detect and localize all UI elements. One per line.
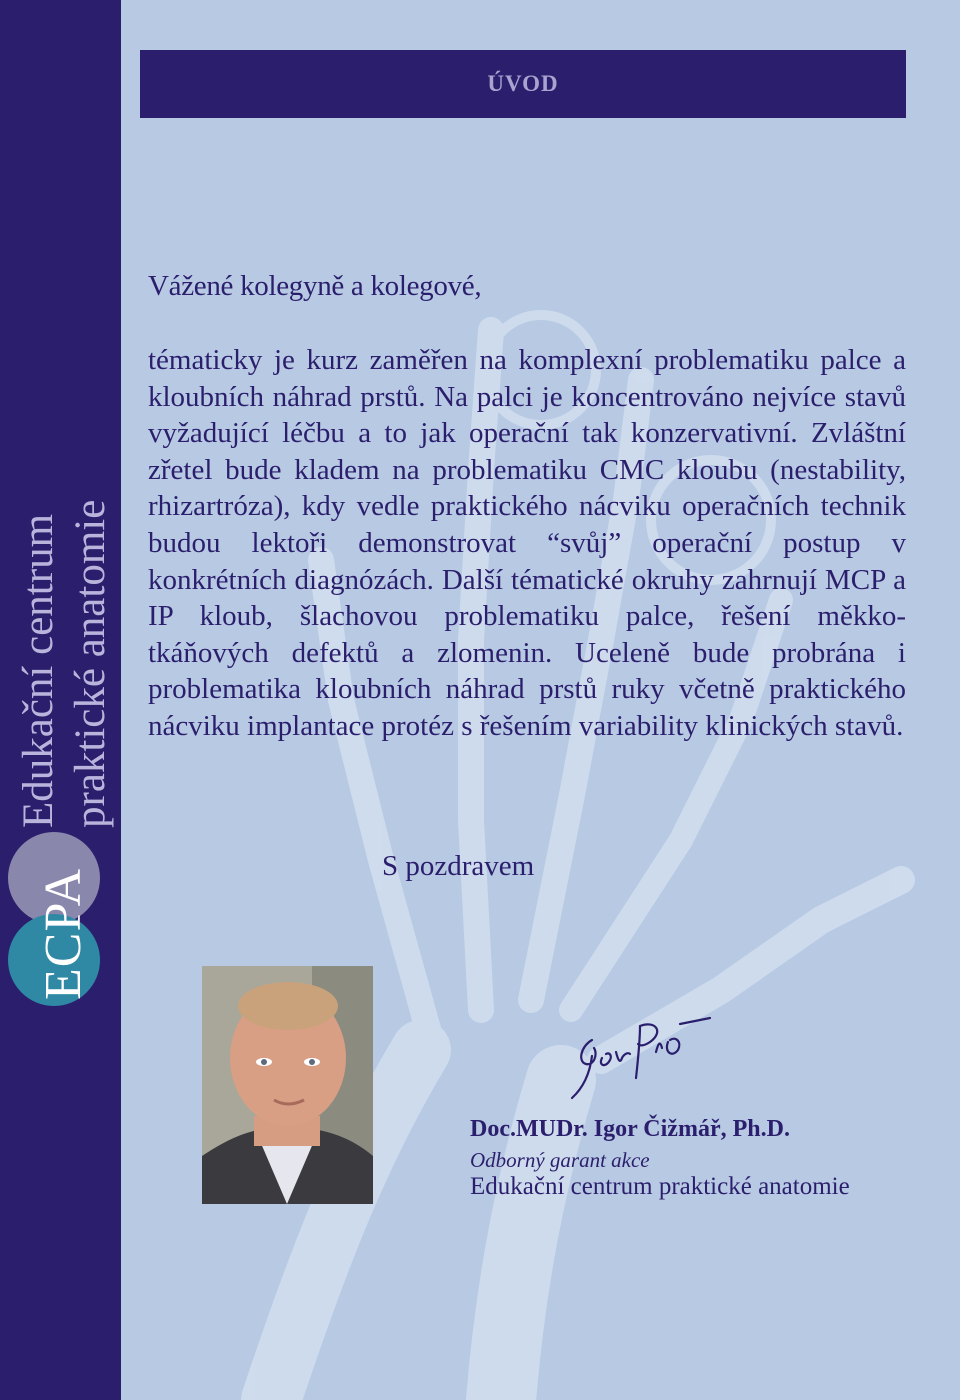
letter-closing: S pozdravem (382, 850, 535, 882)
signatory-organization: Edukační centrum praktické anatomie (470, 1173, 850, 1200)
sidebar-title-line1: Edukační centrum (15, 513, 62, 828)
letter-body: tématicky je kurz zaměřen na komplexní problematiku palce a kloubních náhrad prstů. Na palci je koncentrováno nejvíce stavů vyžadující léčbu a to jak operační tak konzervativní. Zvláštní zřetel bude kladem na problematiku CMC kloubu (nestability, rhizartróza), kdy vedle praktického nácviku operačních technik budou lektoři demonstrovat “svůj” operační postup v konkrétních diagnózách. Další tématické okruhy zahrnují MCP a IP kloub, šlachovou problematiku palce, řešení měkko-tkáňových defektů a zlomenin. Uceleně bude probrána i problematika kloubních náhrad prstů ruky včetně praktického nácviku implantace protéz s řešením variability klinických stavů. (148, 344, 906, 742)
signatory-name: Doc.MUDr. Igor Čižmář, Ph.D. (470, 1116, 790, 1142)
page-title: ÚVOD (487, 71, 559, 96)
sidebar-title (13, 500, 117, 828)
letter-greeting: Vážené kolegyně a kolegové, (148, 270, 482, 302)
sidebar-title-line2: praktické anatomie (67, 499, 114, 828)
signature (560, 1012, 720, 1104)
ecpa-logo (6, 832, 110, 1008)
sidebar (0, 0, 121, 1400)
author-photo (202, 966, 373, 1204)
header-band (140, 50, 906, 118)
signatory-role: Odborný garant akce (470, 1148, 650, 1172)
logo-text: ECPA (35, 867, 92, 1000)
